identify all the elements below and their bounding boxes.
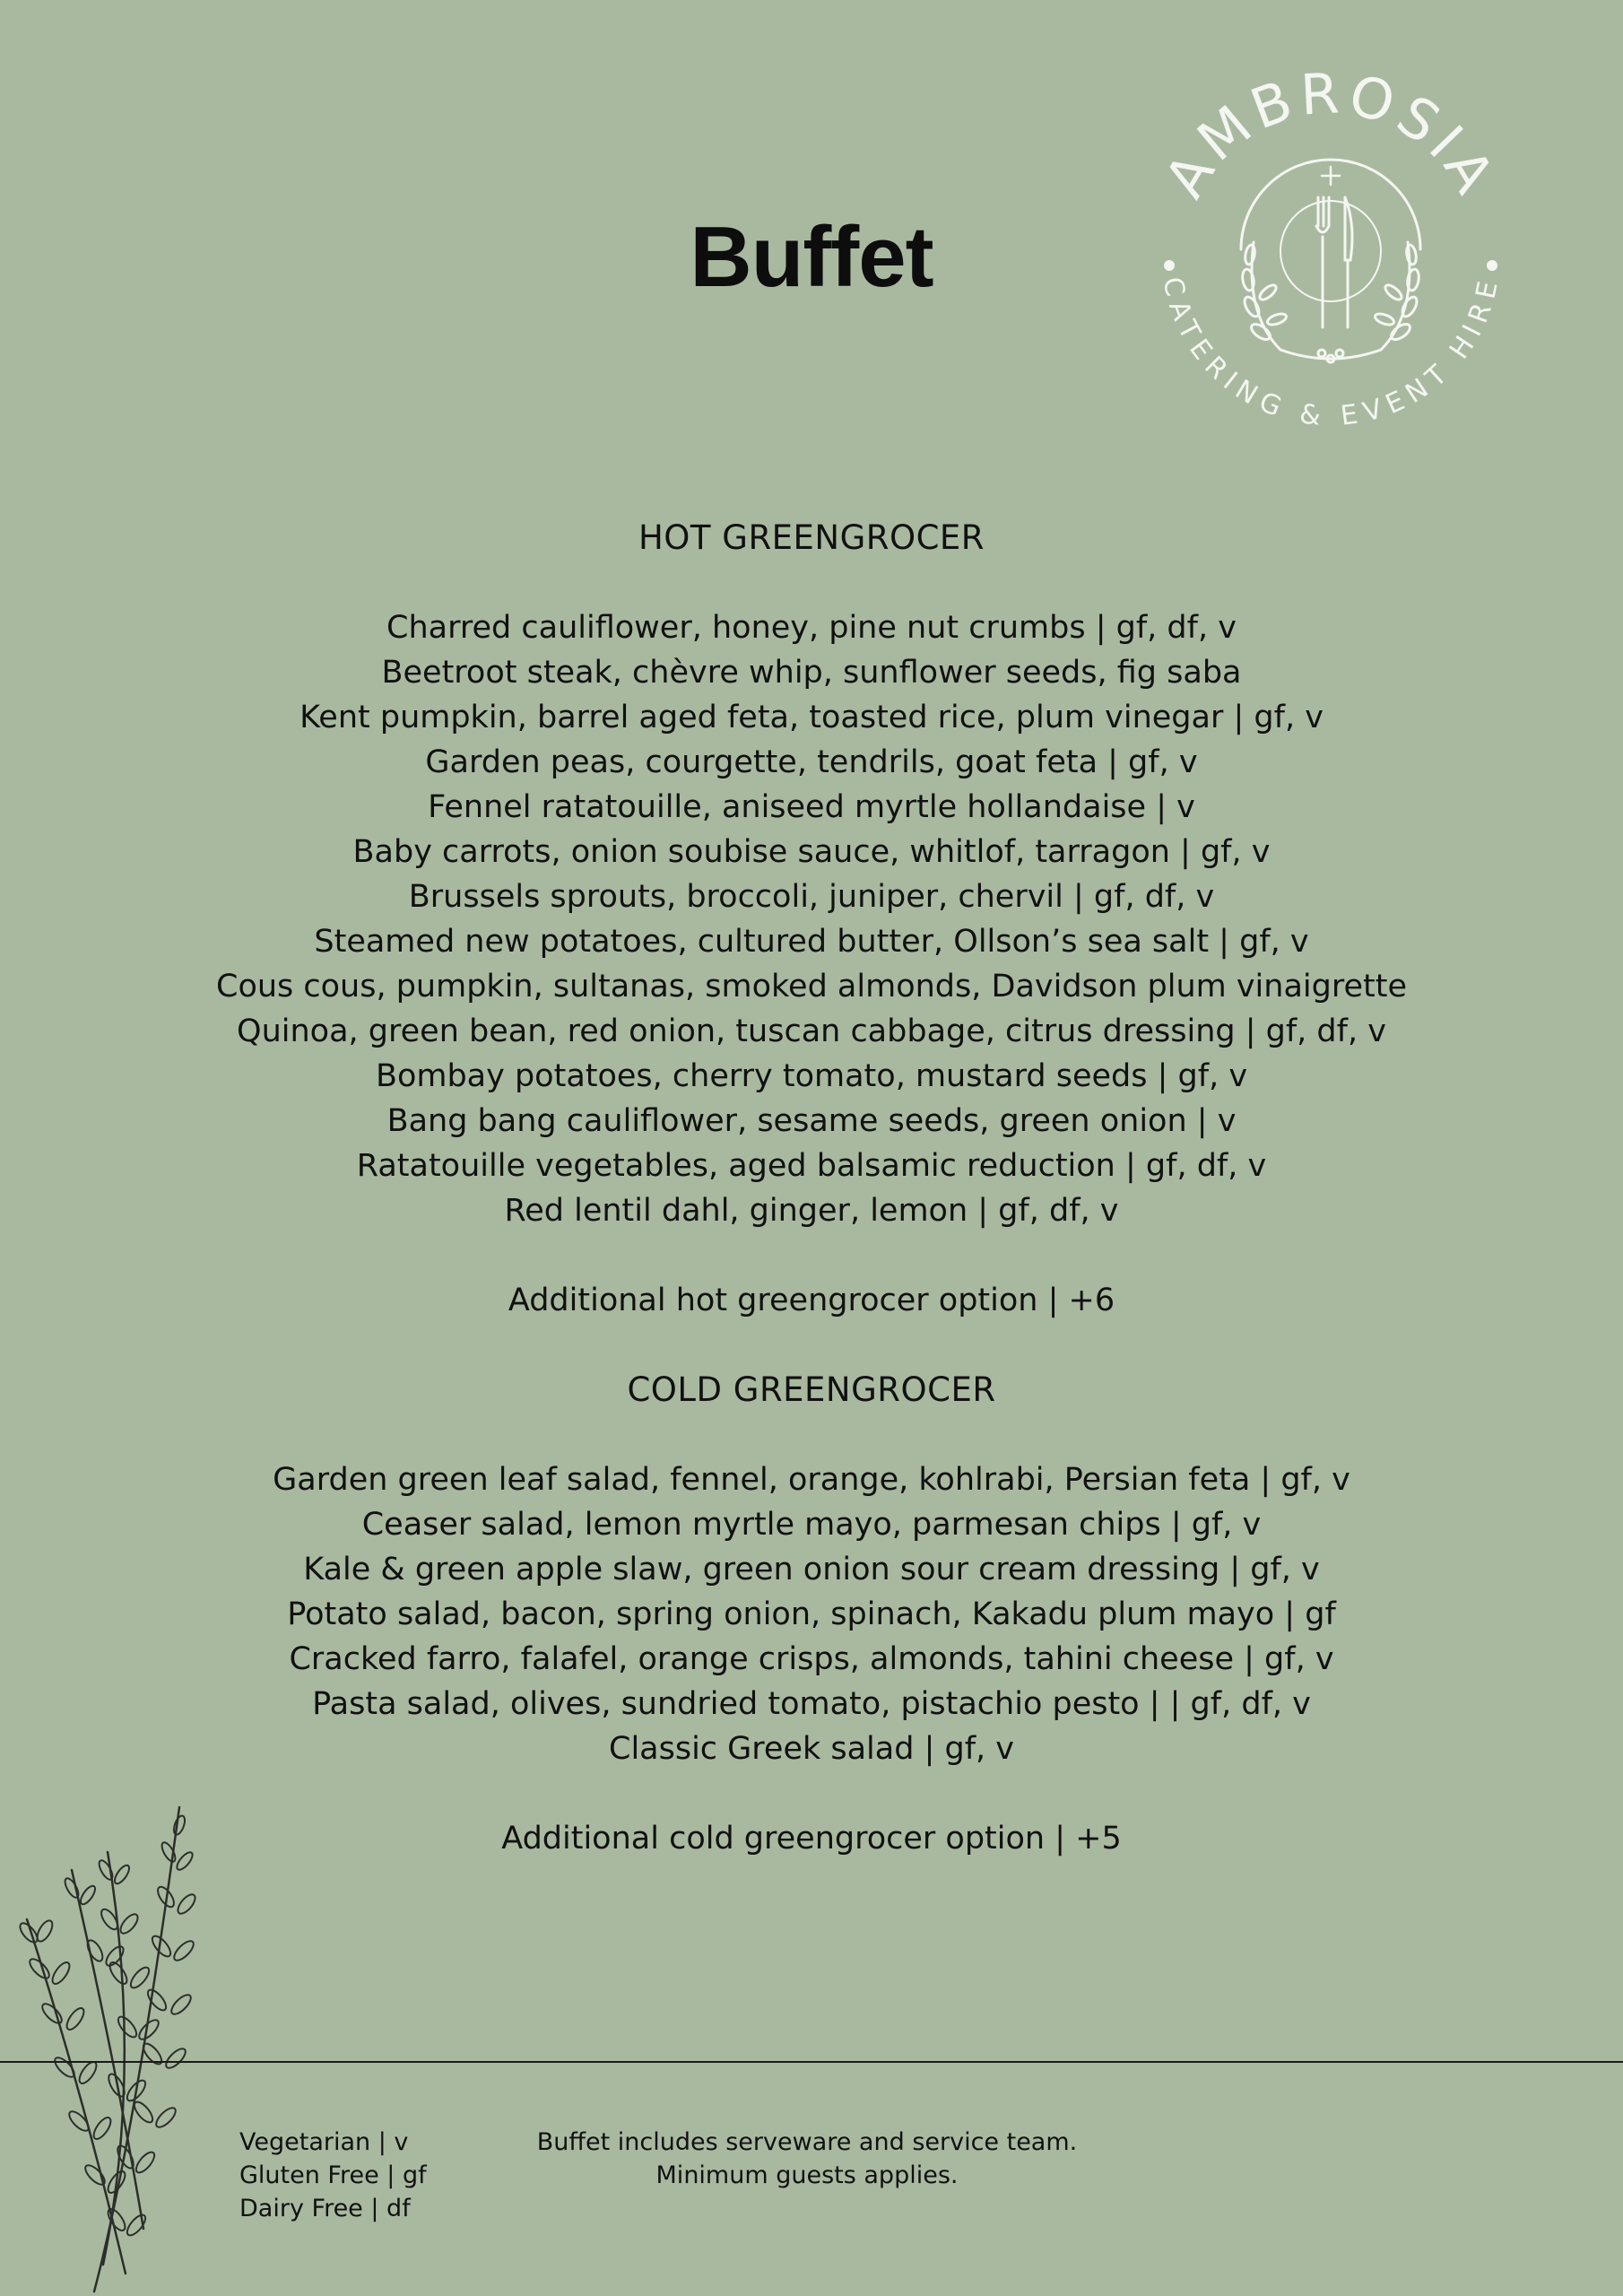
fork-knife-wreath-icon — [1241, 160, 1420, 362]
list-item: Garden peas, courgette, tendrils, goat feta | gf, v — [425, 744, 1198, 780]
footer-line: Minimum guests applies. — [655, 2161, 959, 2189]
logo-tagline-text: CATERING & EVENT HIRE — [1156, 274, 1506, 432]
legend-item: Vegetarian | v — [239, 2128, 409, 2156]
list-item: Cous cous, pumpkin, sultanas, smoked almonds, Davidson plum vinaigrette — [216, 969, 1407, 1004]
footer-divider — [0, 2061, 1623, 2063]
page-title: Buffet — [690, 209, 933, 306]
list-item: Brussels sprouts, broccoli, juniper, chervil | gf, df, v — [408, 879, 1215, 915]
list-item: Bombay potatoes, cherry tomato, mustard seeds | gf, v — [375, 1058, 1248, 1094]
hot-section-heading: HOT GREENGROCER — [638, 518, 985, 557]
logo-brand-text: AMBROSIA — [1151, 72, 1510, 209]
list-item: Baby carrots, onion soubise sauce, whitlof, tarragon | gf, v — [352, 834, 1271, 870]
cold-items-list — [0, 1457, 1623, 1771]
list-item: Ratatouille vegetables, aged balsamic reduction | gf, df, v — [356, 1148, 1267, 1184]
menu-content — [0, 516, 1623, 1906]
list-item: Charred cauliflower, honey, pine nut crumbs | gf, df, v — [386, 610, 1237, 646]
list-item: Cracked farro, falafel, orange crisps, almonds, tahini cheese | gf, v — [289, 1641, 1334, 1677]
hot-additional-option: Additional hot greengrocer option | +6 — [508, 1283, 1115, 1318]
list-item: Ceaser salad, lemon myrtle mayo, parmesan chips | gf, v — [361, 1507, 1262, 1543]
list-item: Pasta salad, olives, sundried tomato, pistachio pesto | | gf, df, v — [312, 1686, 1311, 1722]
legend-item: Gluten Free | gf — [239, 2161, 427, 2189]
ambrosia-logo — [1146, 72, 1515, 441]
svg-text:AMBROSIA — [1151, 72, 1509, 208]
list-item: Red lentil dahl, ginger, lemon | gf, df, v — [504, 1193, 1119, 1229]
footer-line: Buffet includes serveware and service team. — [536, 2128, 1078, 2156]
footer-note — [502, 2126, 1112, 2192]
list-item: Classic Greek salad | gf, v — [609, 1731, 1014, 1767]
svg-text:CATERING & EVENT HIRE — [1157, 274, 1505, 432]
list-item: Steamed new potatoes, cultured butter, Ollson’s sea salt | gf, v — [314, 924, 1309, 960]
list-item: Kale & green apple slaw, green onion sour cream dressing | gf, v — [303, 1552, 1320, 1587]
cold-section-heading: COLD GREENGROCER — [627, 1370, 996, 1409]
legend-item: Dairy Free | df — [239, 2195, 411, 2222]
cold-additional-option: Additional cold greengrocer option | +5 — [501, 1821, 1122, 1857]
list-item: Kent pumpkin, barrel aged feta, toasted rice, plum vinegar | gf, v — [299, 700, 1324, 735]
list-item: Beetroot steak, chèvre whip, sunflower seeds, fig saba — [381, 655, 1242, 691]
list-item: Garden green leaf salad, fennel, orange, kohlrabi, Persian feta | gf, v — [273, 1462, 1350, 1498]
list-item: Quinoa, green bean, red onion, tuscan cabbage, citrus dressing | gf, df, v — [237, 1013, 1386, 1049]
dietary-legend — [239, 2126, 427, 2225]
hot-items-list — [0, 605, 1623, 1233]
herb-sprig-icon — [9, 1798, 224, 2296]
list-item: Potato salad, bacon, spring onion, spinach, Kakadu plum mayo | gf — [287, 1596, 1336, 1632]
list-item: Fennel ratatouille, aniseed myrtle hollandaise | v — [428, 789, 1195, 825]
list-item: Bang bang cauliflower, sesame seeds, green onion | v — [386, 1103, 1237, 1139]
